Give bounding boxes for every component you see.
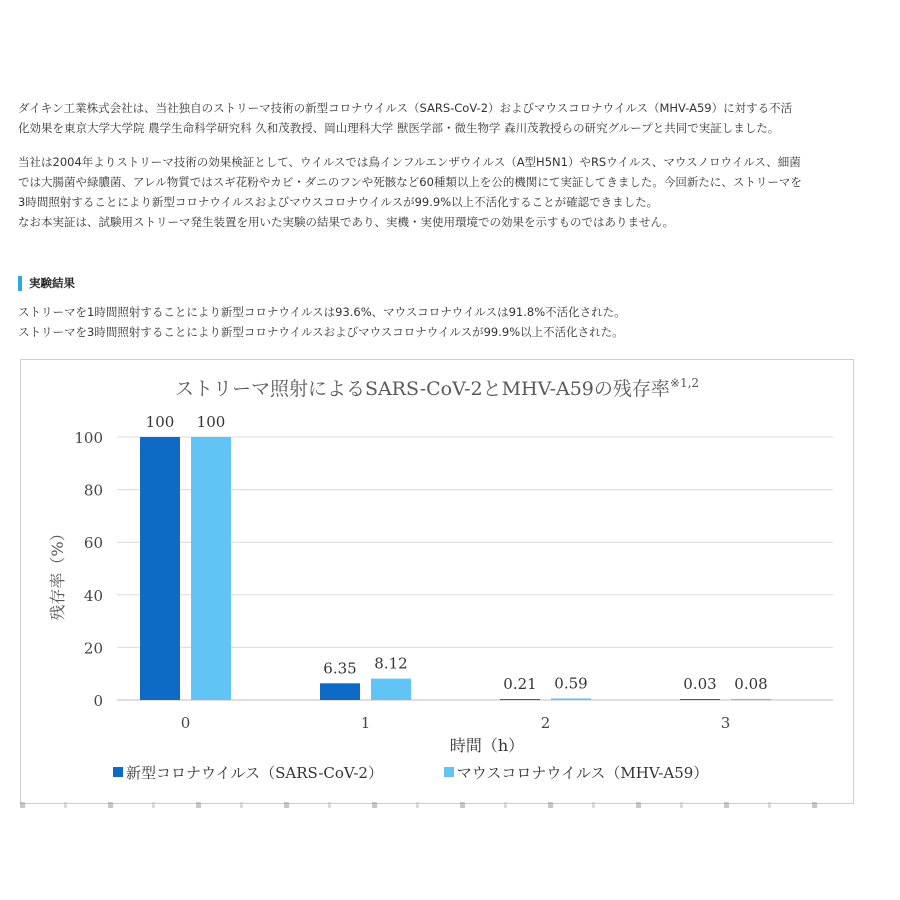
data-label-sars: 6.35 [323,659,357,678]
x-tick-label: 0 [180,714,191,732]
bar-chart [21,360,853,803]
bar-mhv [191,437,231,700]
data-label-mhv: 0.08 [734,675,768,693]
x-tick-label: 3 [720,714,731,732]
chart-container [20,359,854,804]
intro-paragraph [18,98,878,138]
y-tick-label: 80 [83,481,103,500]
y-tick-label: 20 [83,639,103,658]
results-line: ストリーマを3時間照射することにより新型コロナウイルスおよびマウスコロナウイルスが99.9%以上不活化された。 [18,325,624,339]
bar-mhv [731,699,771,700]
data-label-mhv: 8.12 [374,654,408,673]
data-label-sars: 0.03 [683,675,717,693]
bar-sars [680,699,720,700]
y-tick-label: 40 [83,586,103,605]
bar-mhv [371,679,411,700]
history-line: 3時間照射することにより新型コロナウイルスおよびマウスコロナウイルスが99.9%以上不活化することが確認できました。 [18,195,659,209]
history-line: なお本実証は、試験用ストリーマ発生装置を用いた実験の結果であり、実機・実使用環境での効果を示すものではありません。 [18,215,675,229]
cut-off-text-remnant [20,802,852,808]
chart-legend [113,762,764,783]
section-heading: 実験結果 [18,276,75,291]
legend-swatch-sars [113,767,123,777]
y-tick-label: 100 [74,429,103,447]
history-line: 当社は2004年よりストリーマ技術の効果検証として、ウイルスでは鳥インフルエンザウイルス（A型H5N1）やRSウイルス、マウスノロウイルス、細菌 [18,155,801,169]
legend-item-sars [113,762,383,783]
legend-swatch-mhv [444,767,454,777]
history-paragraph [18,152,878,232]
bar-sars [320,683,360,700]
data-label-sars: 100 [145,413,175,431]
y-axis-title: 残存率（%） [48,525,67,621]
legend-label-sars: 新型コロナウイルス（SARS-CoV-2） [126,764,383,782]
legend-label-mhv: マウスコロナウイルス（MHV-A59） [456,764,709,782]
intro-line: ダイキン工業株式会社は、当社独自のストリーマ技術の新型コロナウイルス（SARS-CoV-2）およびマウスコロナウイルス（MHV-A59）に対する不活 [18,101,793,115]
y-tick-label: 0 [93,692,103,710]
bar-sars [500,699,540,700]
x-tick-label: 2 [540,714,551,732]
y-tick-label: 60 [83,534,103,553]
results-line: ストリーマを1時間照射することにより新型コロナウイルスは93.6%、マウスコロナウイルスは91.8%不活化された。 [18,305,626,319]
chart-title-footnote: ※1,2 [669,376,700,390]
bar-sars [140,437,180,700]
data-label-mhv: 0.59 [554,674,588,693]
history-line: では大腸菌や緑膿菌、アレル物質ではスギ花粉やカビ・ダニのフンや死骸など60種類以上を公的機関にて実証してきました。今回新たに、ストリーマを [18,175,802,189]
results-paragraph [18,302,878,342]
legend-item-mhv [444,762,709,783]
x-tick-label: 1 [360,714,371,732]
bar-mhv [551,698,591,700]
x-axis-title: 時間（h） [449,736,525,755]
data-label-mhv: 100 [196,413,226,431]
intro-line: 化効果を東京大学大学院 農学生命科学研究科 久和茂教授、岡山理科大学 獣医学部・微生物学 森川茂教授らの研究グループと共同で実証しました。 [18,121,780,135]
chart-title-text: ストリーマ照射によるSARS-CoV-2とMHV-A59の残存率 [174,378,670,400]
data-label-sars: 0.21 [503,675,537,693]
